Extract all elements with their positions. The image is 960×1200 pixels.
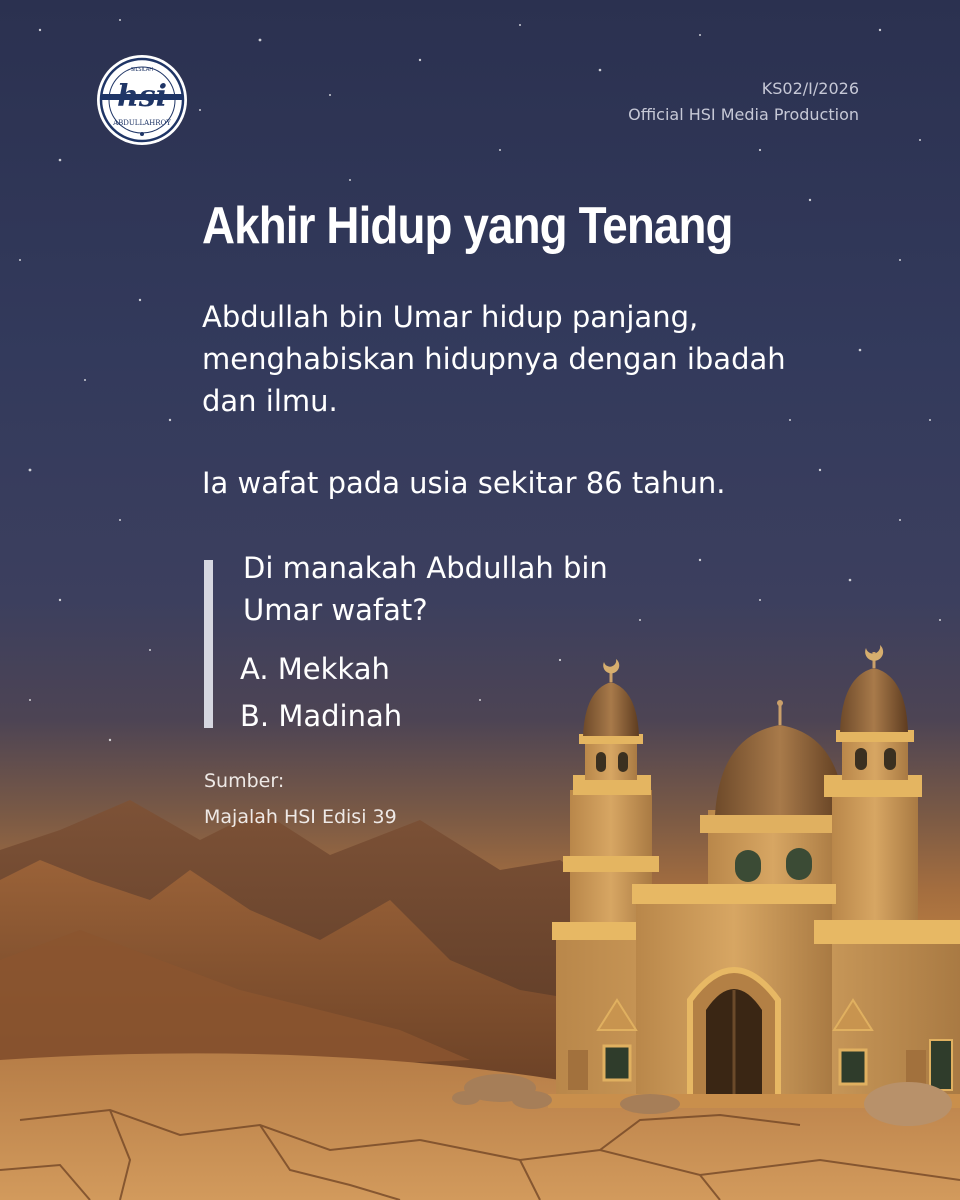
series-code: KS02/I/2026 [761, 79, 859, 98]
mosque [548, 645, 960, 1108]
svg-text:ABDULLAHROY: ABDULLAHROY [113, 119, 171, 127]
svg-text:hsi: hsi [116, 79, 168, 114]
source-value: Majalah HSI Edisi 39 [204, 806, 397, 828]
body-paragraph-2: Ia wafat pada usia sekitar 86 tahun. [202, 466, 726, 500]
header-meta [628, 76, 859, 128]
quiz-question: Di manakah Abdullah bin Umar wafat? [243, 551, 608, 627]
page-title: Akhir Hidup yang Tenang [202, 197, 733, 255]
svg-text:SILSILAH: SILSILAH [130, 67, 154, 73]
source-label: Sumber: [204, 770, 285, 792]
quiz-accent-bar [204, 560, 213, 728]
quiz-option-a: A. Mekkah [240, 652, 390, 686]
production-credit: Official HSI Media Production [628, 105, 859, 124]
body-paragraph-1: Abdullah bin Umar hidup panjang, menghabiskan hidupnya dengan ibadah dan ilmu. [202, 300, 786, 418]
quiz-option-b: B. Madinah [240, 699, 403, 733]
hsi-logo [96, 54, 188, 146]
